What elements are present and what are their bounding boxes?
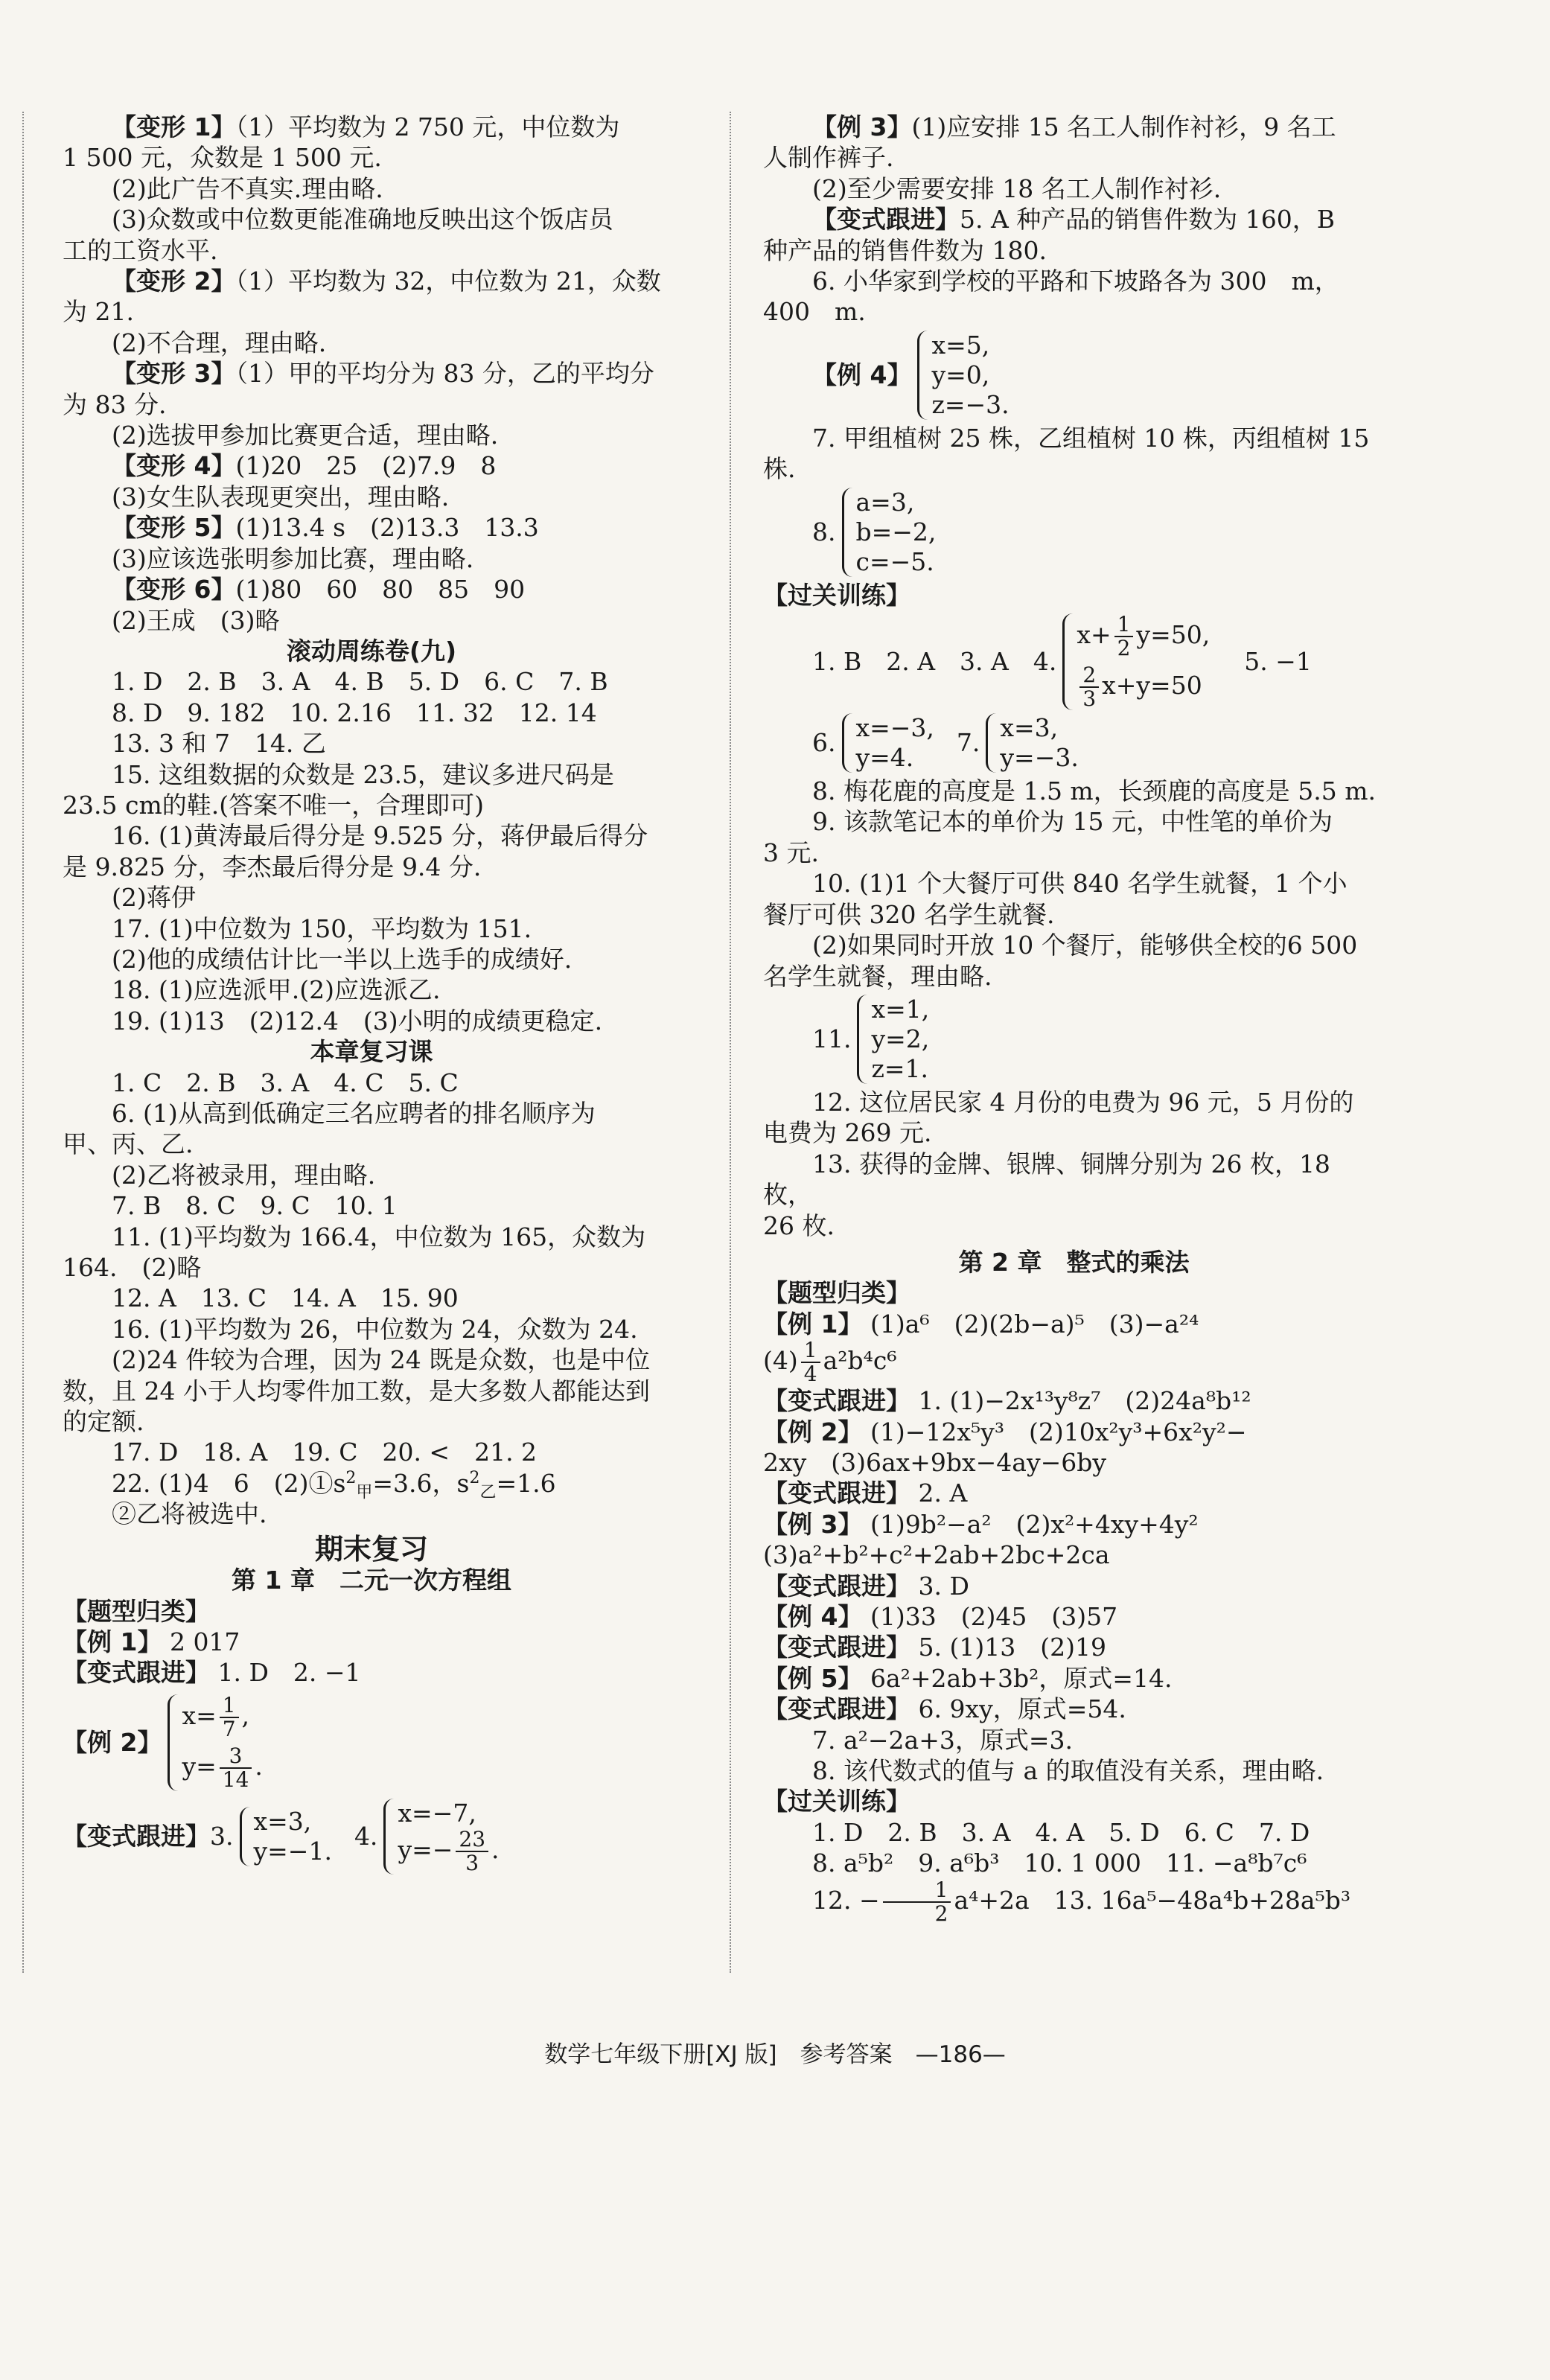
label: 【变形 2】 [112, 267, 236, 296]
label: 【变式跟进】 [763, 1694, 910, 1724]
chapter-subheading: 第 1 章 二元一次方程组 [232, 1566, 511, 1595]
text-line: 11. (1)平均数为 166.4，中位数为 165，众数为 [112, 1222, 646, 1251]
text-line: (4) $\frac{1}{4}$ a²b⁴c⁶ [763, 1338, 897, 1387]
text-line: 3. D [918, 1571, 969, 1601]
text-line: 15. 这组数据的众数是 23.5，建议多进尺码是 [112, 759, 614, 789]
text-line: (2)至少需要安排 18 名工人制作衬衫. [812, 173, 1222, 203]
text-line: （1）平均数为 32，中位数为 21，众数 [235, 267, 661, 296]
label: 【例 1】 [63, 1627, 162, 1656]
text-line: 12. 这位居民家 4 月份的电费为 96 元，5 月份的 [812, 1087, 1354, 1117]
text-line: 5. A 种产品的销售件数为 160，B [960, 205, 1336, 235]
text-line: 26 枚. [763, 1210, 835, 1240]
label: 【变式跟进】 [63, 1658, 210, 1688]
text-line: (1)−12x⁵y³ (2)10x²y³+6x²y²− [870, 1417, 1247, 1446]
text-line: 工的工资水平. [63, 235, 218, 265]
text-line: 3 元. [763, 838, 819, 867]
text-line: 2 017 [169, 1627, 240, 1656]
drill-answers-1-5: 1. B 2. A 3. A 4. x+ $\frac{1}{2}$ y=50, $\frac{2}{3}$ x+y=50 5. −1 [812, 612, 1312, 712]
label: 【变式跟进】 [763, 1571, 910, 1601]
text-line: 12. − $\frac{1}{2}$ a⁴+2a 13. 16a⁵−48a⁴b+28a⁵b³ [812, 1877, 1351, 1926]
text-line: (1)9b²−a² (2)x²+4xy+4y² [870, 1509, 1199, 1539]
text-line: 数，且 24 小于人均零件加工数，是大多数人都能达到 [63, 1376, 650, 1406]
answer-11-system: 11. x=1, y=2, z=1. [812, 994, 930, 1083]
label: 【变形 3】 [112, 359, 236, 389]
text-line: （1）甲的平均分为 83 分，乙的平均分 [235, 359, 654, 389]
text-line: (2)乙将被录用，理由略. [112, 1160, 376, 1190]
text-line: ②乙将被选中. [112, 1499, 267, 1529]
text-line: 的定额. [63, 1407, 144, 1437]
label: 【变形 1】 [112, 112, 236, 141]
text-line: (1)20 25 (2)7.9 8 [235, 451, 497, 481]
text-line: (1)应安排 15 名工人制作衬衫，9 名工 [911, 112, 1336, 141]
text-line: 6a²+2ab+3b²，原式=14. [870, 1663, 1173, 1693]
text-line: (2)24 件较为合理，因为 24 既是众数，也是中位 [112, 1345, 651, 1375]
section-label: 【题型归类】 [763, 1278, 910, 1308]
text-line: 13. 获得的金牌、银牌、铜牌分别为 26 枚，18 枚， [763, 1149, 1330, 1210]
text-line: 8. a⁵b² 9. a⁶b³ 10. 1 000 11. −a⁸b⁷c⁶ [812, 1848, 1307, 1878]
label: 【变式跟进】 [763, 1386, 910, 1416]
text-line: 1. D 2. −1 [217, 1658, 361, 1688]
text-line: 6. 9xy，原式=54. [918, 1694, 1126, 1724]
label: 【变形 6】 [112, 575, 236, 604]
text-line: 9. 该款笔记本的单价为 15 元，中性笔的单价为 [812, 807, 1333, 837]
label: 【变式跟进】 [812, 205, 960, 235]
label: 【例 1】 [763, 1309, 863, 1339]
text-line: (2)王成 (3)略 [112, 605, 280, 635]
section-label: 【题型归类】 [63, 1596, 210, 1626]
label: 【变式跟进】 [763, 1633, 910, 1662]
left-margin-line [22, 112, 24, 1973]
text-line: 甲、丙、乙. [63, 1129, 194, 1159]
text-line: (3)应该选张明参加比赛，理由略. [112, 543, 474, 573]
left-column [63, 112, 680, 1877]
label: 【变式跟进】 [763, 1478, 910, 1508]
example-2-system: 【例 2】 x= $\frac{1}{7}$ , y= $\frac{3}{14}$ . [63, 1692, 263, 1792]
text-line: (2)如果同时开放 10 个餐厅，能够供全校的6 500 [812, 931, 1358, 960]
example-4-system: 【例 4】 x=5, y=0, z=−3. [812, 330, 1010, 419]
text-line: 餐厅可供 320 名学生就餐. [763, 899, 1055, 929]
text-line: 12. A 13. C 14. A 15. 90 [112, 1283, 459, 1313]
drill-answers-6-7: 6. x=−3, y=4. 7. x=3, y=−3. [812, 713, 1079, 773]
text-line: (2)不合理，理由略. [112, 328, 327, 357]
text-line: 16. (1)平均数为 26，中位数为 24，众数为 24. [112, 1314, 638, 1344]
text-line: 19. (1)13 (2)12.4 (3)小明的成绩更稳定. [112, 1006, 603, 1036]
text-line: (2)他的成绩估计比一半以上选手的成绩好. [112, 944, 573, 974]
section-label: 【过关训练】 [763, 580, 910, 610]
text-line: 2. A [918, 1478, 968, 1508]
text-line: (3)女生队表现更突出，理由略. [112, 482, 450, 511]
text-line: 16. (1)黄涛最后得分是 9.525 分，蒋伊最后得分 [112, 821, 648, 851]
page-footer: 数学七年级下册[XJ 版] 参考答案 —186— [544, 2041, 1006, 2068]
text-line: 10. (1)1 个大餐厅可供 840 名学生就餐，1 个小 [812, 869, 1348, 899]
text-line: (1)33 (2)45 (3)57 [870, 1602, 1118, 1631]
label: 【例 3】 [812, 112, 912, 141]
text-line: (2)选拔甲参加比赛更合适，理由略. [112, 421, 499, 450]
text-line: 5. (1)13 (2)19 [918, 1633, 1106, 1662]
text-line: 8. D 9. 182 10. 2.16 11. 32 12. 14 [112, 698, 597, 727]
text-line: 23.5 cm的鞋.(答案不唯一，合理即可) [63, 790, 484, 820]
text-line: 为 21. [63, 297, 134, 327]
answer-8-system: 8. a=3, b=−2, c=−5. [812, 487, 937, 576]
chapter-heading: 期末复习 [314, 1532, 428, 1566]
text-line: 种产品的销售件数为 180. [763, 235, 1047, 265]
text-line: 164. (2)略 [63, 1253, 202, 1283]
right-column [763, 112, 1385, 1925]
label: 【例 5】 [763, 1663, 863, 1693]
chapter-subheading: 第 2 章 整式的乘法 [958, 1247, 1190, 1277]
text-line: 17. (1)中位数为 150，平均数为 151. [112, 913, 532, 943]
text-line: 1. C 2. B 3. A 4. C 5. C [112, 1068, 459, 1097]
text-line: (2)蒋伊 [112, 883, 196, 913]
label: 【变形 5】 [112, 513, 236, 543]
text-line: 6. 小华家到学校的平路和下坡路各为 300 m， [812, 267, 1339, 296]
text-line: 2xy (3)6ax+9bx−4ay−6by [763, 1447, 1107, 1477]
text-line: 6. (1)从高到低确定三名应聘者的排名顺序为 [112, 1099, 596, 1128]
text-line: 1. (1)−2x¹³y⁸z⁷ (2)24a⁸b¹² [918, 1386, 1251, 1416]
text-line: (1)13.4 s (2)13.3 13.3 [235, 513, 539, 543]
text-line: 13. 3 和 7 14. 乙 [112, 729, 326, 759]
text-line: 1 500 元，众数是 1 500 元. [63, 143, 382, 173]
text-line: 17. D 18. A 19. C 20. < 21. 2 [112, 1438, 538, 1467]
label: 【例 2】 [763, 1417, 863, 1446]
text-line: 7. B 8. C 9. C 10. 1 [112, 1191, 398, 1221]
text-line: 1. D 2. B 3. A 4. B 5. D 6. C 7. B [112, 667, 608, 697]
text-line: (1)a⁶ (2)(2b−a)⁵ (3)−a²⁴ [870, 1309, 1199, 1339]
text-line: (3)a²+b²+c²+2ab+2bc+2ca [763, 1540, 1110, 1570]
label: 【例 4】 [763, 1602, 863, 1631]
text-line: (1)80 60 80 85 90 [235, 575, 526, 604]
text-line: 8. 该代数式的值与 a 的取值没有关系，理由略. [812, 1756, 1324, 1786]
section-title: 本章复习课 [310, 1037, 433, 1067]
text-line: （1）平均数为 2 750 元，中位数为 [235, 112, 620, 141]
variance-line: 22. (1)4 6 $(2)①s^2_甲=3.6$，$s^2_乙=1.6$ [112, 1468, 556, 1502]
text-line: 400 m. [763, 297, 866, 327]
text-line: 7. a²−2a+3，原式=3. [812, 1725, 1073, 1755]
text-line: (3)众数或中位数更能准确地反映出这个饭店员 [112, 205, 613, 235]
text-line: 8. 梅花鹿的高度是 1.5 m，长颈鹿的高度是 5.5 m. [812, 776, 1376, 806]
column-divider [730, 112, 731, 1973]
section-title: 滚动周练卷(九) [286, 636, 457, 666]
text-line: 电费为 269 元. [763, 1118, 932, 1148]
text-line: 人制作裤子. [763, 143, 894, 173]
section-label: 【过关训练】 [763, 1787, 910, 1816]
text-line: 1. D 2. B 3. A 4. A 5. D 6. C 7. D [812, 1817, 1310, 1847]
label: 【例 3】 [763, 1509, 863, 1539]
text-line: 为 83 分. [63, 389, 167, 419]
text-line: 18. (1)应选派甲.(2)应选派乙. [112, 975, 441, 1005]
text-line: 是 9.825 分，李杰最后得分是 9.4 分. [63, 852, 482, 881]
text-line: 名学生就餐，理由略. [763, 961, 992, 991]
text-line: 7. 甲组植树 25 株，乙组植树 10 株，丙组植树 15 株. [763, 423, 1370, 484]
follow-up-systems: 【变式跟进】 3. x=3, y=−1. 4. x=−7, y=− $\frac{23}{3}$ . [63, 1798, 500, 1875]
label: 【变形 4】 [112, 451, 236, 481]
text-line: (2)此广告不真实.理由略. [112, 173, 383, 203]
